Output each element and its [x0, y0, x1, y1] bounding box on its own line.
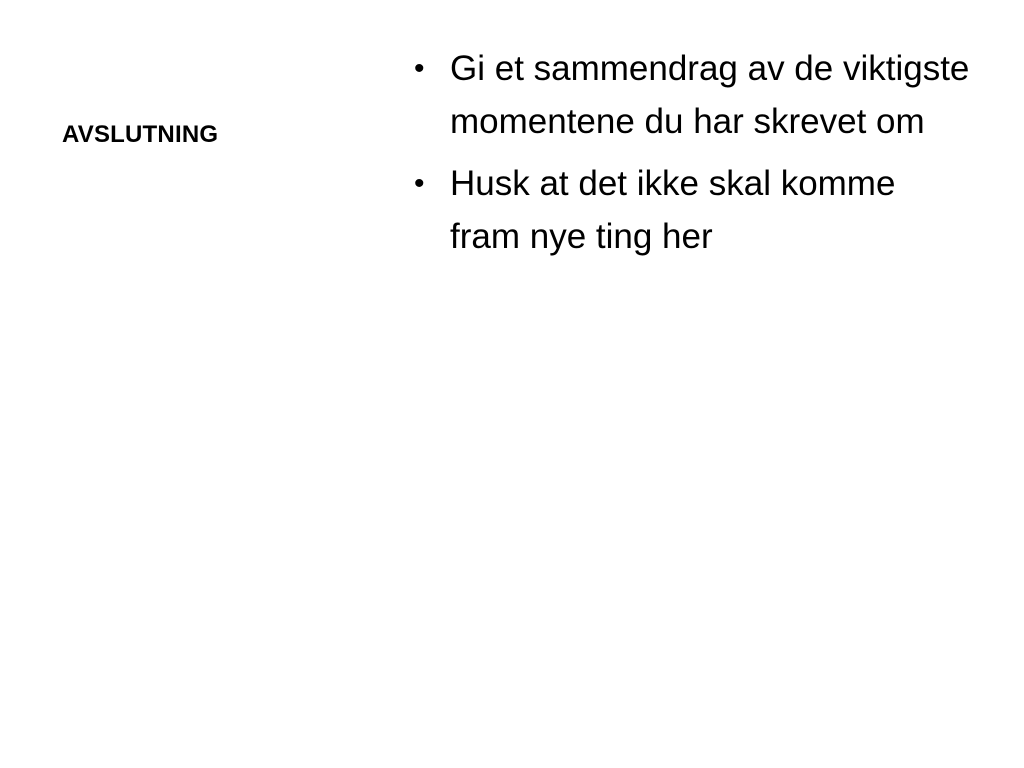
- bullet-point-icon: •: [414, 167, 425, 200]
- bullet-item: [410, 157, 970, 263]
- slide-title: AVSLUTNING: [62, 121, 219, 148]
- bullet-text: Husk at det ikke skal komme fram nye ting her: [450, 164, 896, 256]
- bullet-point-icon: •: [414, 52, 425, 85]
- bullet-list: [410, 42, 970, 272]
- bullet-text: Gi et sammendrag av de viktigste momentene du har skrevet om: [450, 49, 970, 141]
- bullet-item: [410, 42, 970, 148]
